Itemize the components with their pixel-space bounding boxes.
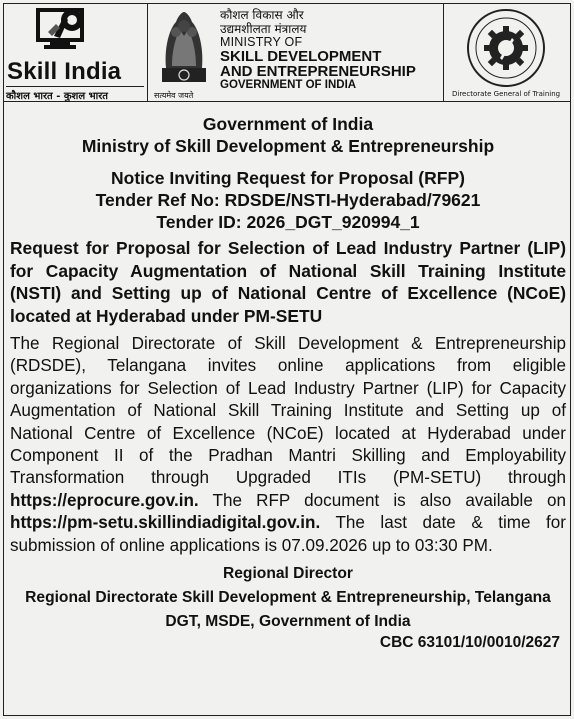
skill-india-logo-icon [34,6,94,58]
ministry-block [148,4,444,101]
signatory-office: Regional Directorate Skill Development & Entrepreneurship, Telangana [25,589,551,607]
dgt-logo-icon [456,6,556,90]
ministry-english-line-4: GOVERNMENT OF INDIA [220,79,357,91]
signatory-title: Regional Director [223,565,353,583]
rfp-title: Request for Proposal for Selection of Lead Industry Partner (LIP) for Capacity Augmentation of National Skill Training Institute (NSTI) and Setting up of National Centre of Excellence (NCoE) located at Hyderabad under PM-SETU [10,238,566,326]
notice-heading: Notice Inviting Request for Proposal (RFP) [111,168,465,188]
tender-ref: Tender Ref No: RDSDE/NSTI-Hyderabad/79621 [95,190,481,210]
skill-india-block [4,4,148,101]
cbc-number: CBC 63101/10/0010/2627 [379,634,560,652]
skill-india-title: Skill India [7,58,122,85]
tender-id: Tender ID: 2026_DGT_920994_1 [156,212,420,232]
notice-content [10,103,566,653]
emblem-motto: सत्यमेव जयते [154,91,194,100]
ministry-english-line-2: SKILL DEVELOPMENT [220,48,382,65]
eprocure-link: https://eprocure.gov.in. [10,490,199,510]
body-text-3: The last date & time for submission of online applications is 07.09.2026 up to 03:30 PM. [10,513,566,555]
org-line-2: Ministry of Skill Development & Entrepreneurship [81,136,495,156]
body-text-1: The Regional Directorate of Skill Development & Entrepreneurship (RDSDE), Telangana invites online applications from eligible organizations for Selection of Lead Industry Partner (LIP) for Capacity Augmentation of National Skill Training Institute and Setting up of National Centre of Excellence (NCoE) located at Hyderabad under Component II of the Pradhan Mantri Skilling and Employability Transformation through Upgraded ITIs (PM-SETU) through [10,334,566,488]
notice-body [10,333,566,557]
national-emblem-icon [154,6,214,90]
dgt-block [444,4,570,101]
pm-setu-link: https://pm-setu.skillindiadigital.gov.in. [10,513,321,533]
skill-india-tagline: कौशल भारत - कुशल भारत [6,86,144,102]
org-line-1: Government of India [202,114,374,134]
ministry-hindi-line-1: कौशल विकास और [220,8,304,22]
ministry-english-line-3: AND ENTREPRENEURSHIP [220,63,416,80]
ministry-hindi-line-2: उद्यमशीलता मंत्रालय [220,22,307,36]
signatory-department: DGT, MSDE, Government of India [165,613,411,631]
logo-header [4,4,570,102]
ministry-name [220,8,416,91]
dgt-caption: Directorate General of Training [452,90,561,98]
ministry-english-line-1: MINISTRY OF [220,35,303,49]
body-text-2: The RFP document is also available on [198,490,566,510]
